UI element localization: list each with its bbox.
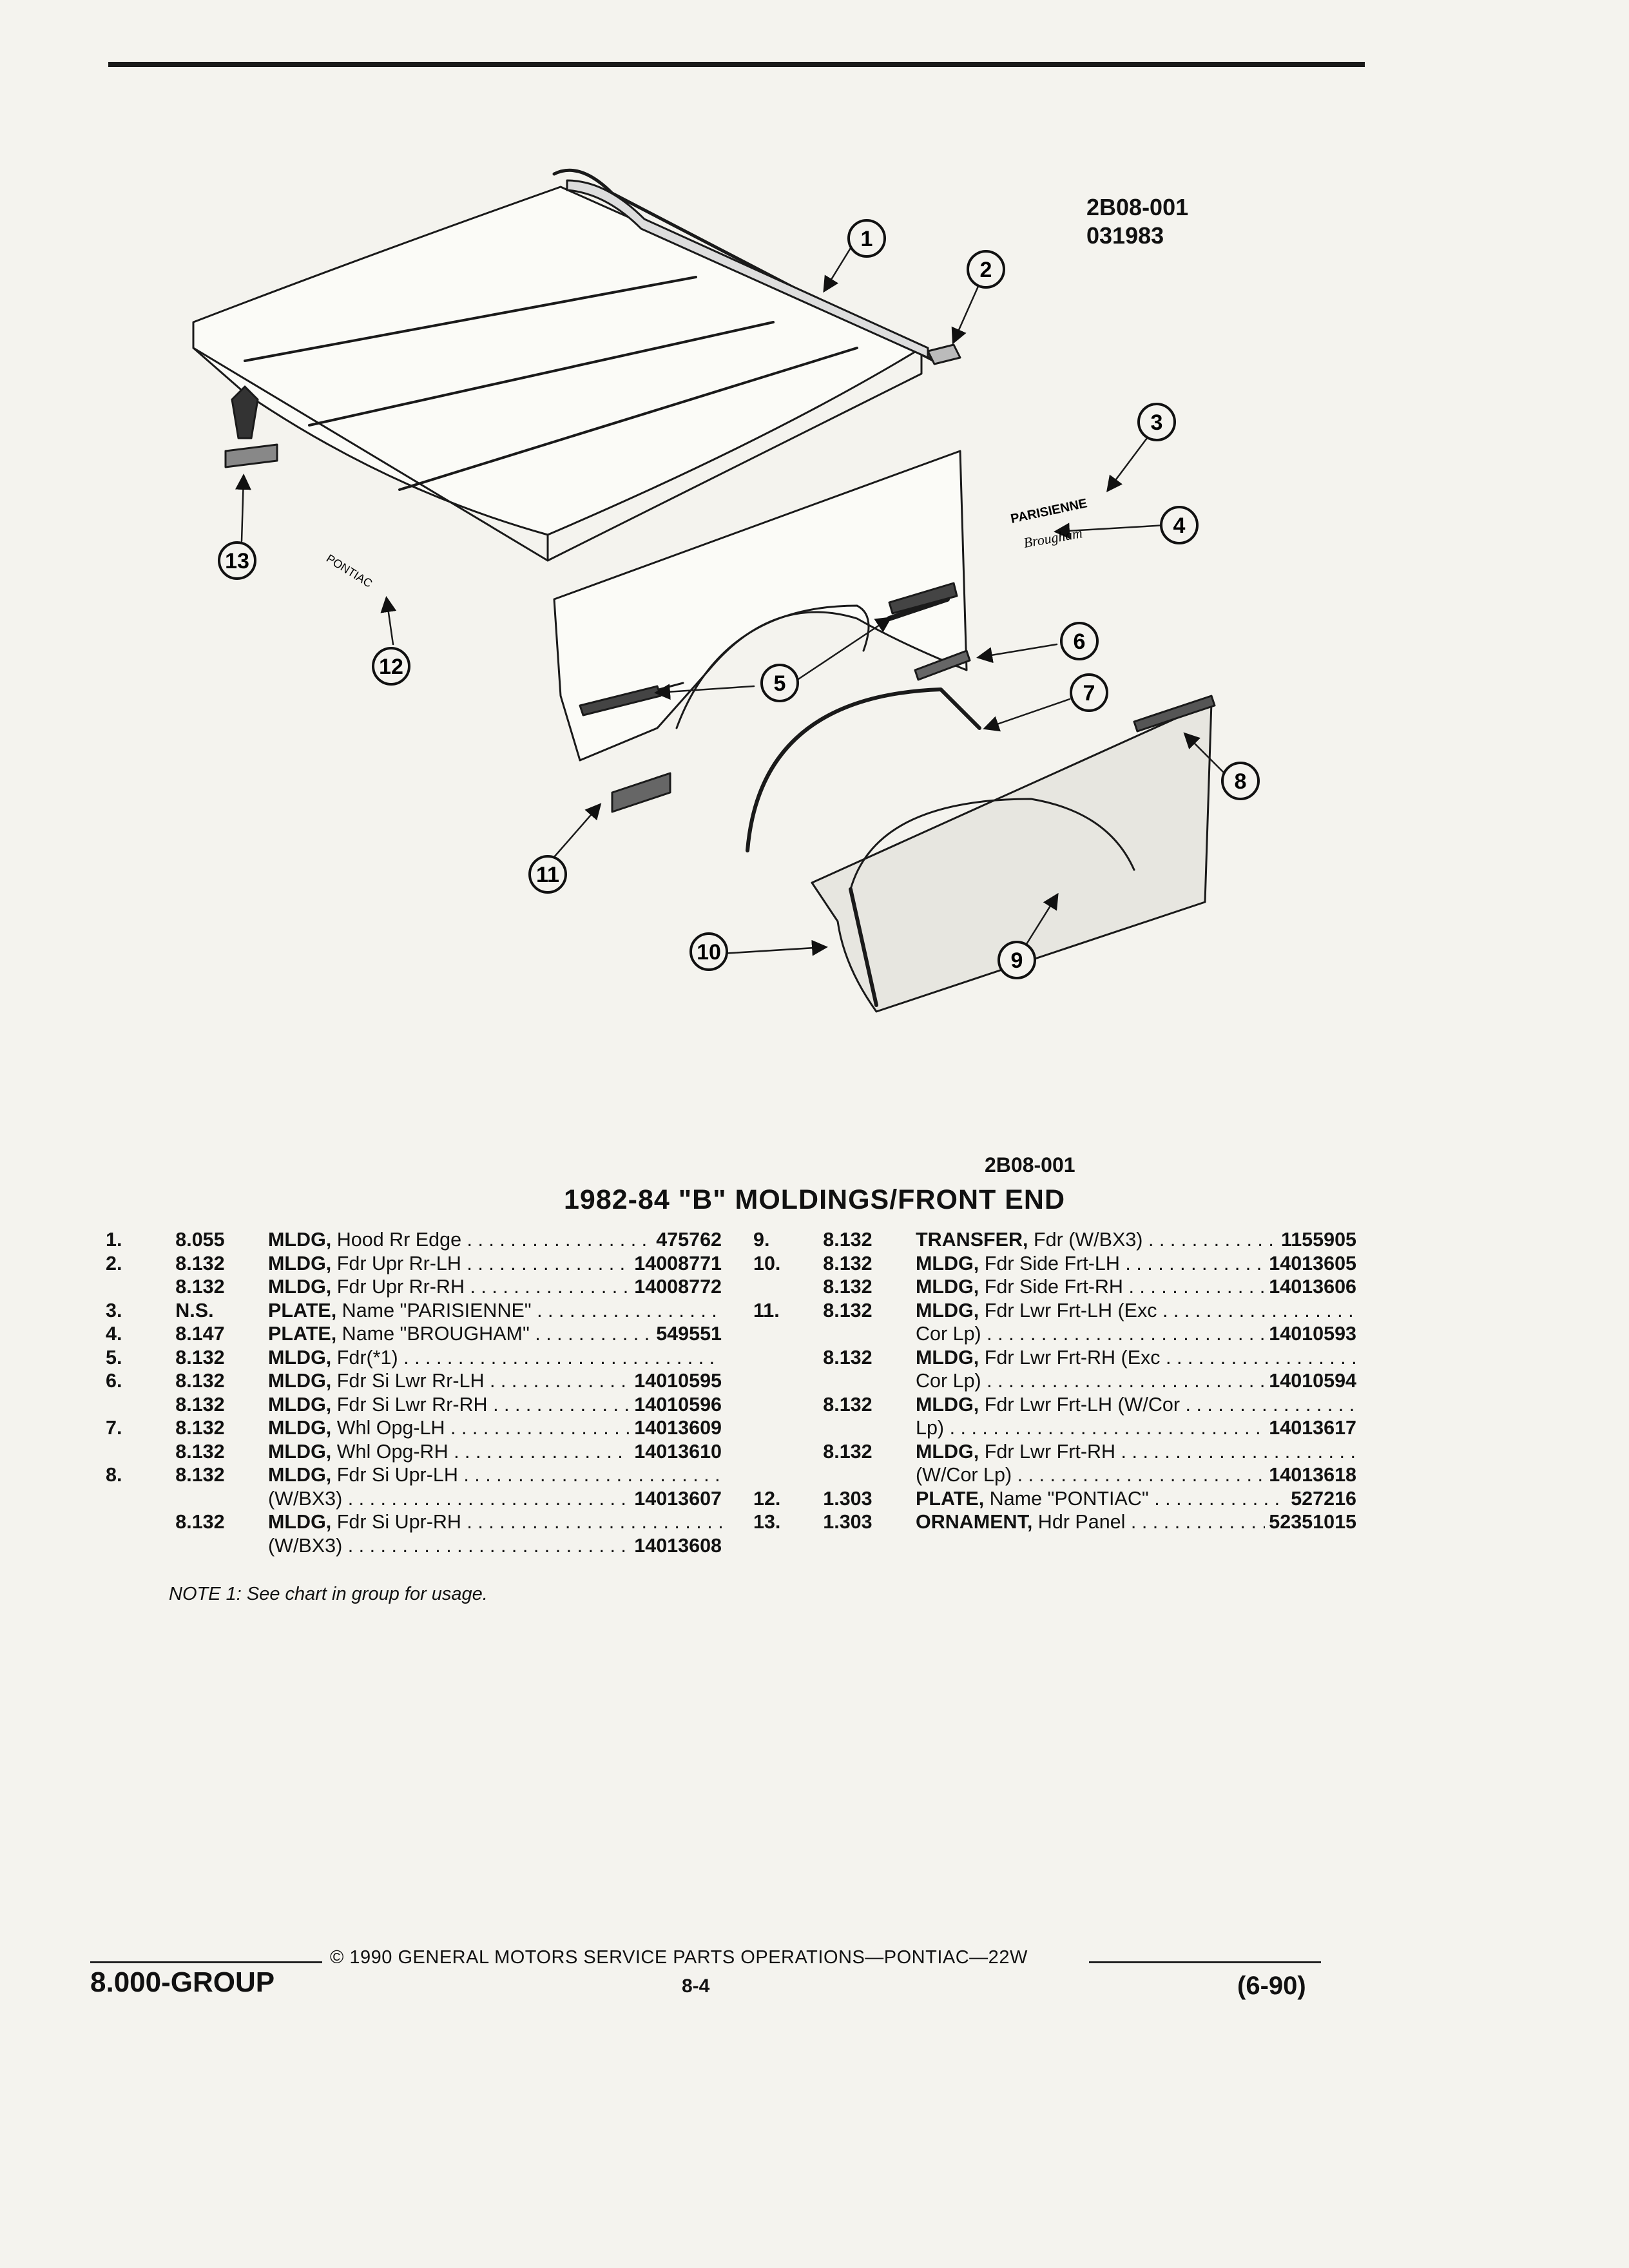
group-number <box>823 1416 916 1440</box>
parts-row <box>751 1393 1356 1417</box>
item-keyword: MLDG, <box>268 1393 332 1416</box>
item-description: Fdr Lwr Frt-LH (Exc <box>984 1299 1157 1321</box>
callout-number: 3 <box>1150 410 1163 435</box>
part-number: 14013607 <box>634 1487 722 1510</box>
callout-number: 6 <box>1073 629 1086 654</box>
group-number: 8.132 <box>175 1511 225 1533</box>
item-description: Fdr Side Frt-LH <box>984 1252 1120 1274</box>
fender-lower-front-molding <box>612 773 670 812</box>
callout-number: 9 <box>1010 948 1023 973</box>
group-number: 8.132 <box>175 1440 225 1463</box>
item-keyword: MLDG, <box>268 1370 332 1392</box>
description-leader <box>268 1416 630 1440</box>
parts-row <box>103 1440 722 1464</box>
item-description: (W/BX3) <box>268 1534 343 1557</box>
callout-number: 5 <box>773 671 786 696</box>
group-number <box>823 1322 916 1346</box>
group-number: N.S. <box>175 1299 214 1321</box>
item-number: 2. <box>106 1252 122 1274</box>
item-number: 12. <box>753 1487 781 1510</box>
description-leader <box>916 1440 1356 1464</box>
parts-row <box>103 1416 722 1440</box>
item-number: 13. <box>753 1511 781 1533</box>
group-number: 8.132 <box>175 1464 225 1486</box>
description-cell <box>268 1393 722 1417</box>
callout-number: 4 <box>1173 514 1186 538</box>
item-keyword: PLATE, <box>268 1323 337 1345</box>
item-number <box>751 1393 823 1417</box>
footer-page-number: 8-4 <box>682 1975 710 1997</box>
item-keyword: MLDG, <box>916 1276 979 1298</box>
parts-row <box>103 1275 722 1299</box>
description-cell <box>916 1275 1356 1299</box>
item-number <box>103 1510 175 1534</box>
item-description: Fdr Lwr Frt-LH (W/Cor <box>984 1393 1181 1416</box>
item-description: Fdr Lwr Frt-RH <box>984 1440 1116 1463</box>
description-leader <box>916 1510 1265 1534</box>
item-keyword: MLDG, <box>268 1252 332 1274</box>
description-cell <box>268 1275 722 1299</box>
part-number: 14013610 <box>634 1440 722 1463</box>
item-description: Hdr Panel <box>1037 1511 1126 1533</box>
item-number <box>751 1322 823 1346</box>
description-leader <box>268 1228 652 1252</box>
group-number: 8.055 <box>175 1229 225 1251</box>
footer-rule-left <box>90 1961 322 1963</box>
group-number: 8.132 <box>823 1252 872 1274</box>
group-number: 1.303 <box>823 1487 872 1510</box>
parts-row <box>751 1252 1356 1276</box>
parts-row <box>103 1510 722 1534</box>
description-leader <box>268 1534 630 1558</box>
item-description: Lp) <box>916 1417 945 1439</box>
part-number: 14013605 <box>1269 1252 1356 1274</box>
description-cell <box>268 1252 722 1276</box>
usage-note: NOTE 1: See chart in group for usage. <box>169 1584 488 1604</box>
description-leader <box>268 1487 630 1511</box>
item-number <box>103 1534 175 1558</box>
item-keyword: MLDG, <box>268 1276 332 1298</box>
group-number: 8.132 <box>175 1276 225 1298</box>
description-leader <box>916 1275 1265 1299</box>
item-keyword: MLDG, <box>268 1464 332 1486</box>
part-number: 14010593 <box>1269 1323 1356 1345</box>
group-number <box>823 1463 916 1487</box>
footer-date: (6-90) <box>1237 1972 1306 2000</box>
parts-row <box>751 1510 1356 1534</box>
description-leader <box>268 1252 630 1276</box>
part-number: 14013617 <box>1269 1417 1356 1439</box>
callout-number: 7 <box>1083 681 1095 706</box>
parts-row <box>103 1369 722 1393</box>
item-number: 8. <box>106 1464 122 1486</box>
description-leader <box>916 1299 1356 1323</box>
parts-row <box>751 1299 1356 1323</box>
item-keyword: TRANSFER, <box>916 1229 1028 1251</box>
description-leader <box>268 1322 652 1346</box>
item-number <box>103 1487 175 1511</box>
parts-row <box>751 1487 1356 1511</box>
parts-row <box>751 1346 1356 1370</box>
item-keyword: MLDG, <box>268 1417 332 1439</box>
group-number: 8.132 <box>823 1299 872 1321</box>
item-description: Cor Lp) <box>916 1370 981 1392</box>
part-number: 14010594 <box>1269 1370 1356 1392</box>
parts-row <box>751 1275 1356 1299</box>
diagram-code: 2B08-001 <box>1086 194 1189 220</box>
footer-copyright: © 1990 GENERAL MOTORS SERVICE PARTS OPERATIONS—PONTIAC—22W <box>330 1947 1028 1968</box>
item-number: 4. <box>106 1323 122 1345</box>
item-number: 11. <box>753 1299 780 1321</box>
group-number: 8.147 <box>175 1323 225 1345</box>
part-number: 475762 <box>656 1229 722 1251</box>
description-leader <box>916 1346 1356 1370</box>
item-description: Fdr Upr Rr-LH <box>336 1252 461 1274</box>
group-number <box>175 1487 268 1511</box>
item-description: Whl Opg-LH <box>336 1417 445 1439</box>
description-cell <box>916 1369 1356 1393</box>
item-description: Fdr Si Lwr Rr-RH <box>336 1393 488 1416</box>
item-keyword: PLATE, <box>916 1487 985 1510</box>
description-cell <box>268 1228 722 1252</box>
part-number: 14013609 <box>634 1417 722 1439</box>
item-description: Name "PONTIAC" <box>989 1487 1149 1510</box>
item-description: Fdr Side Frt-RH <box>984 1276 1123 1298</box>
description-leader <box>916 1252 1265 1276</box>
parts-row <box>751 1369 1356 1393</box>
item-description: (W/BX3) <box>268 1487 343 1510</box>
parts-list-right <box>751 1228 1356 1534</box>
parts-row <box>103 1534 722 1558</box>
item-number: 6. <box>106 1370 122 1392</box>
item-keyword: ORNAMENT, <box>916 1511 1033 1533</box>
description-cell <box>916 1416 1356 1440</box>
parts-row <box>103 1346 722 1370</box>
description-leader <box>916 1369 1265 1393</box>
group-number: 8.132 <box>823 1229 872 1251</box>
group-number: 8.132 <box>823 1393 872 1416</box>
diagram-sub-code: 031983 <box>1086 222 1164 249</box>
item-description: Cor Lp) <box>916 1323 981 1345</box>
parts-row <box>751 1463 1356 1487</box>
item-number: 7. <box>106 1417 122 1439</box>
description-cell <box>268 1416 722 1440</box>
group-number: 8.132 <box>175 1393 225 1416</box>
parts-row <box>103 1487 722 1511</box>
group-number: 8.132 <box>823 1276 872 1298</box>
description-cell <box>268 1463 722 1487</box>
callout-number: 10 <box>697 940 721 965</box>
description-leader <box>268 1393 630 1417</box>
parts-list-left <box>103 1228 722 1557</box>
description-leader <box>268 1463 722 1487</box>
part-number: 1155905 <box>1280 1229 1356 1251</box>
parts-row <box>103 1393 722 1417</box>
item-description: Fdr Si Upr-LH <box>336 1464 458 1486</box>
item-keyword: MLDG, <box>916 1299 979 1321</box>
parts-row <box>103 1463 722 1487</box>
description-cell <box>916 1393 1356 1417</box>
part-number: 14010595 <box>634 1370 722 1392</box>
item-number: 10. <box>753 1252 781 1274</box>
item-number <box>751 1463 823 1487</box>
parts-row <box>751 1440 1356 1464</box>
emblem-brougham-text: Brougham <box>1022 524 1084 551</box>
item-number: 5. <box>106 1346 122 1369</box>
parts-row <box>103 1299 722 1323</box>
description-cell <box>268 1299 722 1323</box>
callout-number: 1 <box>860 227 873 251</box>
description-leader <box>916 1487 1287 1511</box>
group-number: 8.132 <box>175 1417 225 1439</box>
footer-rule-right <box>1089 1961 1321 1963</box>
callout-number: 2 <box>979 258 992 282</box>
parts-row <box>751 1322 1356 1346</box>
part-number: 52351015 <box>1269 1511 1356 1533</box>
description-leader <box>268 1510 722 1534</box>
item-keyword: PLATE, <box>268 1299 337 1321</box>
group-number: 8.132 <box>175 1346 225 1369</box>
item-number <box>103 1275 175 1299</box>
description-cell <box>268 1369 722 1393</box>
description-cell <box>268 1534 722 1558</box>
emblem-parisienne-text: PARISIENNE <box>1009 496 1089 526</box>
description-cell <box>916 1299 1356 1323</box>
item-description: Fdr(*1) <box>336 1346 398 1369</box>
description-leader <box>268 1346 722 1370</box>
description-leader <box>916 1322 1265 1346</box>
item-description: Name "BROUGHAM" <box>342 1323 530 1345</box>
group-number: 8.132 <box>175 1252 225 1274</box>
section-title: 1982-84 "B" MOLDINGS/FRONT END <box>563 1184 1065 1215</box>
item-number <box>103 1393 175 1417</box>
item-description: Fdr Si Lwr Rr-LH <box>336 1370 485 1392</box>
description-cell <box>268 1440 722 1464</box>
description-leader <box>916 1463 1265 1487</box>
description-leader <box>268 1275 630 1299</box>
fender-upper-rear-molding <box>928 345 960 364</box>
description-cell <box>916 1440 1356 1464</box>
description-cell <box>916 1252 1356 1276</box>
item-number <box>103 1440 175 1464</box>
footer-group: 8.000-GROUP <box>90 1966 275 1998</box>
callout-number: 12 <box>379 655 403 679</box>
description-cell <box>916 1228 1356 1252</box>
item-keyword: MLDG, <box>268 1346 332 1369</box>
item-description: Fdr Lwr Frt-RH (Exc <box>984 1346 1161 1369</box>
description-cell <box>916 1487 1356 1511</box>
item-number <box>751 1346 823 1370</box>
item-number <box>751 1416 823 1440</box>
description-cell <box>916 1322 1356 1346</box>
item-number <box>751 1369 823 1393</box>
group-number: 8.132 <box>823 1440 872 1463</box>
parts-row <box>751 1416 1356 1440</box>
description-leader <box>916 1228 1277 1252</box>
callout-number: 13 <box>225 549 249 573</box>
description-leader <box>268 1369 630 1393</box>
part-number: 14013618 <box>1269 1464 1356 1486</box>
description-leader <box>916 1393 1356 1417</box>
part-number: 14008772 <box>634 1276 722 1298</box>
emblem-pontiac-text: PONTIAC <box>323 552 375 590</box>
diagram-caption-code: 2B08-001 <box>985 1153 1075 1177</box>
item-keyword: MLDG, <box>268 1229 332 1251</box>
description-leader <box>268 1440 630 1464</box>
item-number: 9. <box>753 1229 770 1251</box>
item-description: Fdr Si Upr-RH <box>336 1511 461 1533</box>
callout-number: 8 <box>1234 769 1247 794</box>
item-description: Name "PARISIENNE" <box>342 1299 532 1321</box>
part-number: 14008771 <box>634 1252 722 1274</box>
group-number: 8.132 <box>823 1346 872 1369</box>
part-number: 549551 <box>656 1323 722 1345</box>
item-description: Fdr (W/BX3) <box>1034 1229 1143 1251</box>
item-number <box>751 1440 823 1464</box>
parts-row <box>103 1252 722 1276</box>
item-description: Hood Rr Edge <box>336 1229 462 1251</box>
description-cell <box>916 1346 1356 1370</box>
part-number: 14013608 <box>634 1534 722 1557</box>
item-keyword: MLDG, <box>916 1252 979 1274</box>
item-keyword: MLDG, <box>916 1346 979 1369</box>
group-number <box>175 1534 268 1558</box>
part-number: 14013606 <box>1269 1276 1356 1298</box>
description-leader <box>916 1416 1265 1440</box>
description-cell <box>268 1322 722 1346</box>
item-number: 3. <box>106 1299 122 1321</box>
description-cell <box>268 1346 722 1370</box>
item-keyword: MLDG, <box>268 1440 332 1463</box>
part-number: 527216 <box>1291 1487 1356 1510</box>
group-number: 1.303 <box>823 1511 872 1533</box>
item-keyword: MLDG, <box>916 1393 979 1416</box>
item-description: (W/Cor Lp) <box>916 1464 1012 1486</box>
parts-row <box>103 1228 722 1252</box>
item-number <box>751 1275 823 1299</box>
parts-row <box>751 1228 1356 1252</box>
parts-row <box>103 1322 722 1346</box>
item-description: Whl Opg-RH <box>336 1440 448 1463</box>
item-number: 1. <box>106 1229 122 1251</box>
item-description: Fdr Upr Rr-RH <box>336 1276 465 1298</box>
description-cell <box>268 1510 722 1534</box>
callout-number: 11 <box>536 863 559 887</box>
group-number <box>823 1369 916 1393</box>
description-cell <box>916 1510 1356 1534</box>
part-number: 14010596 <box>634 1393 722 1416</box>
description-leader <box>268 1299 722 1323</box>
group-number: 8.132 <box>175 1370 225 1392</box>
item-keyword: MLDG, <box>268 1511 332 1533</box>
item-keyword: MLDG, <box>916 1440 979 1463</box>
description-cell <box>268 1487 722 1511</box>
description-cell <box>916 1463 1356 1487</box>
